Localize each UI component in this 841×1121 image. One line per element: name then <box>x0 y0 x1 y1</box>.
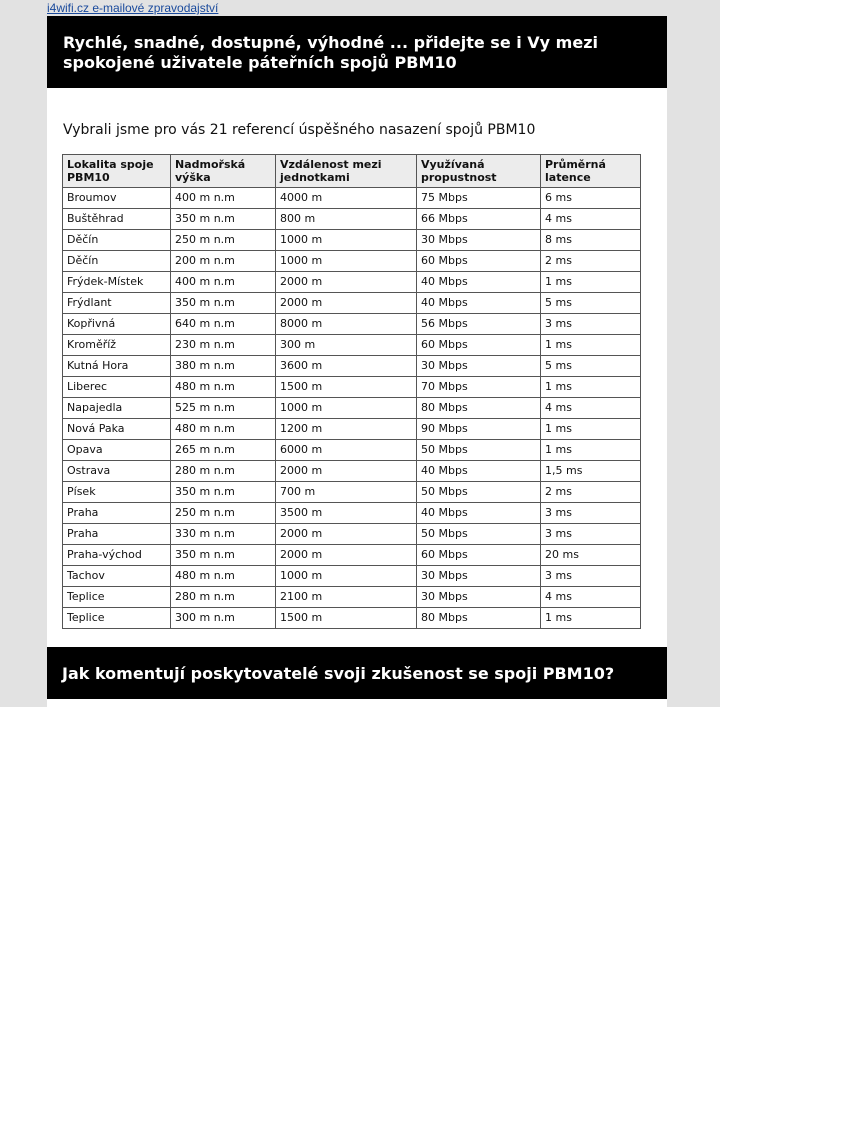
table-row <box>63 293 641 314</box>
table-row <box>63 587 641 608</box>
table-row <box>63 608 641 629</box>
cell-altitude: 280 m n.m <box>171 461 276 482</box>
cell-distance: 1000 m <box>276 398 417 419</box>
cell-latency: 1 ms <box>541 377 641 398</box>
cell-distance: 1000 m <box>276 566 417 587</box>
cell-latency: 1 ms <box>541 272 641 293</box>
cell-throughput: 30 Mbps <box>417 566 541 587</box>
cell-latency: 2 ms <box>541 251 641 272</box>
cell-throughput: 60 Mbps <box>417 545 541 566</box>
cell-throughput: 70 Mbps <box>417 377 541 398</box>
table-row <box>63 461 641 482</box>
cell-throughput: 56 Mbps <box>417 314 541 335</box>
cell-latency: 3 ms <box>541 503 641 524</box>
table-row <box>63 251 641 272</box>
cell-latency: 2 ms <box>541 482 641 503</box>
table-header-row <box>63 155 641 188</box>
cell-latency: 3 ms <box>541 566 641 587</box>
table-row <box>63 356 641 377</box>
table-row <box>63 188 641 209</box>
cell-altitude: 400 m n.m <box>171 272 276 293</box>
cell-latency: 4 ms <box>541 398 641 419</box>
cell-altitude: 265 m n.m <box>171 440 276 461</box>
cell-altitude: 525 m n.m <box>171 398 276 419</box>
cell-latency: 1 ms <box>541 608 641 629</box>
cell-throughput: 66 Mbps <box>417 209 541 230</box>
cell-location: Ostrava <box>63 461 171 482</box>
cell-throughput: 40 Mbps <box>417 503 541 524</box>
cell-latency: 1 ms <box>541 440 641 461</box>
table-row <box>63 545 641 566</box>
cell-altitude: 350 m n.m <box>171 482 276 503</box>
cell-altitude: 280 m n.m <box>171 587 276 608</box>
cell-location: Frýdek-Místek <box>63 272 171 293</box>
cell-altitude: 640 m n.m <box>171 314 276 335</box>
cell-distance: 6000 m <box>276 440 417 461</box>
cell-altitude: 230 m n.m <box>171 335 276 356</box>
cell-location: Praha <box>63 503 171 524</box>
table-row <box>63 209 641 230</box>
cell-altitude: 300 m n.m <box>171 608 276 629</box>
cell-distance: 2000 m <box>276 272 417 293</box>
cell-altitude: 350 m n.m <box>171 209 276 230</box>
cell-location: Nová Paka <box>63 419 171 440</box>
newsletter-link[interactable]: i4wifi.cz e-mailové zpravodajství <box>47 1 219 15</box>
cell-throughput: 60 Mbps <box>417 251 541 272</box>
headline-banner <box>47 16 667 88</box>
cell-throughput: 40 Mbps <box>417 272 541 293</box>
cell-location: Praha-východ <box>63 545 171 566</box>
cell-location: Buštěhrad <box>63 209 171 230</box>
cell-latency: 4 ms <box>541 587 641 608</box>
cell-throughput: 50 Mbps <box>417 482 541 503</box>
cell-latency: 20 ms <box>541 545 641 566</box>
cell-latency: 8 ms <box>541 230 641 251</box>
cell-latency: 1,5 ms <box>541 461 641 482</box>
newsletter-content <box>47 16 667 707</box>
cell-throughput: 80 Mbps <box>417 398 541 419</box>
table-row <box>63 419 641 440</box>
cell-altitude: 330 m n.m <box>171 524 276 545</box>
cell-altitude: 250 m n.m <box>171 230 276 251</box>
table-row <box>63 566 641 587</box>
cell-distance: 1200 m <box>276 419 417 440</box>
table-row <box>63 398 641 419</box>
cell-location: Teplice <box>63 587 171 608</box>
table-body <box>63 188 641 629</box>
table-row <box>63 482 641 503</box>
cell-latency: 1 ms <box>541 335 641 356</box>
cell-distance: 2100 m <box>276 587 417 608</box>
table-row <box>63 503 641 524</box>
cell-location: Kutná Hora <box>63 356 171 377</box>
table-row <box>63 272 641 293</box>
table-row <box>63 377 641 398</box>
column-header-location: Lokalita spoje PBM10 <box>63 155 171 188</box>
cell-distance: 3500 m <box>276 503 417 524</box>
cell-location: Děčín <box>63 251 171 272</box>
table-row <box>63 314 641 335</box>
cell-throughput: 50 Mbps <box>417 524 541 545</box>
column-header-latency: Průměrná latence <box>541 155 641 188</box>
cell-altitude: 200 m n.m <box>171 251 276 272</box>
cell-throughput: 90 Mbps <box>417 419 541 440</box>
cell-altitude: 250 m n.m <box>171 503 276 524</box>
cell-distance: 4000 m <box>276 188 417 209</box>
cell-latency: 3 ms <box>541 524 641 545</box>
cell-distance: 2000 m <box>276 293 417 314</box>
cell-distance: 800 m <box>276 209 417 230</box>
cell-location: Liberec <box>63 377 171 398</box>
table-row <box>63 440 641 461</box>
cell-throughput: 50 Mbps <box>417 440 541 461</box>
cell-distance: 2000 m <box>276 545 417 566</box>
table-row <box>63 230 641 251</box>
cell-distance: 1500 m <box>276 608 417 629</box>
cell-latency: 5 ms <box>541 356 641 377</box>
headline-line-1: Rychlé, snadné, dostupné, výhodné ... přidejte se i Vy mezi <box>63 33 598 52</box>
cell-altitude: 380 m n.m <box>171 356 276 377</box>
cell-location: Napajedla <box>63 398 171 419</box>
cell-throughput: 30 Mbps <box>417 587 541 608</box>
references-subtitle: Vybrali jsme pro vás 21 referencí úspěšného nasazení spojů PBM10 <box>63 122 536 138</box>
column-header-throughput: Využívaná propustnost <box>417 155 541 188</box>
cell-location: Kopřivná <box>63 314 171 335</box>
table-row <box>63 524 641 545</box>
cell-distance: 1000 m <box>276 251 417 272</box>
cell-location: Děčín <box>63 230 171 251</box>
cell-altitude: 480 m n.m <box>171 377 276 398</box>
cell-location: Tachov <box>63 566 171 587</box>
cell-latency: 5 ms <box>541 293 641 314</box>
cell-throughput: 75 Mbps <box>417 188 541 209</box>
cell-altitude: 400 m n.m <box>171 188 276 209</box>
cell-location: Kroměříž <box>63 335 171 356</box>
cell-altitude: 480 m n.m <box>171 566 276 587</box>
cell-throughput: 30 Mbps <box>417 230 541 251</box>
cell-distance: 1500 m <box>276 377 417 398</box>
comments-banner: Jak komentují poskytovatelé svoji zkušenost se spoji PBM10? <box>47 647 667 699</box>
cell-latency: 1 ms <box>541 419 641 440</box>
cell-altitude: 350 m n.m <box>171 293 276 314</box>
column-header-altitude: Nadmořská výška <box>171 155 276 188</box>
cell-distance: 8000 m <box>276 314 417 335</box>
cell-distance: 1000 m <box>276 230 417 251</box>
cell-throughput: 80 Mbps <box>417 608 541 629</box>
references-table <box>62 154 641 629</box>
cell-latency: 4 ms <box>541 209 641 230</box>
cell-location: Teplice <box>63 608 171 629</box>
cell-latency: 3 ms <box>541 314 641 335</box>
column-header-distance: Vzdálenost mezi jednotkami <box>276 155 417 188</box>
cell-throughput: 60 Mbps <box>417 335 541 356</box>
cell-distance: 2000 m <box>276 461 417 482</box>
cell-throughput: 40 Mbps <box>417 461 541 482</box>
cell-distance: 700 m <box>276 482 417 503</box>
cell-distance: 300 m <box>276 335 417 356</box>
cell-altitude: 480 m n.m <box>171 419 276 440</box>
cell-location: Frýdlant <box>63 293 171 314</box>
cell-distance: 2000 m <box>276 524 417 545</box>
cell-throughput: 40 Mbps <box>417 293 541 314</box>
cell-latency: 6 ms <box>541 188 641 209</box>
table-row <box>63 335 641 356</box>
cell-location: Opava <box>63 440 171 461</box>
cell-throughput: 30 Mbps <box>417 356 541 377</box>
cell-location: Písek <box>63 482 171 503</box>
headline-line-2: spokojené uživatele páteřních spojů PBM10 <box>63 53 457 72</box>
cell-altitude: 350 m n.m <box>171 545 276 566</box>
cell-location: Praha <box>63 524 171 545</box>
cell-location: Broumov <box>63 188 171 209</box>
cell-distance: 3600 m <box>276 356 417 377</box>
